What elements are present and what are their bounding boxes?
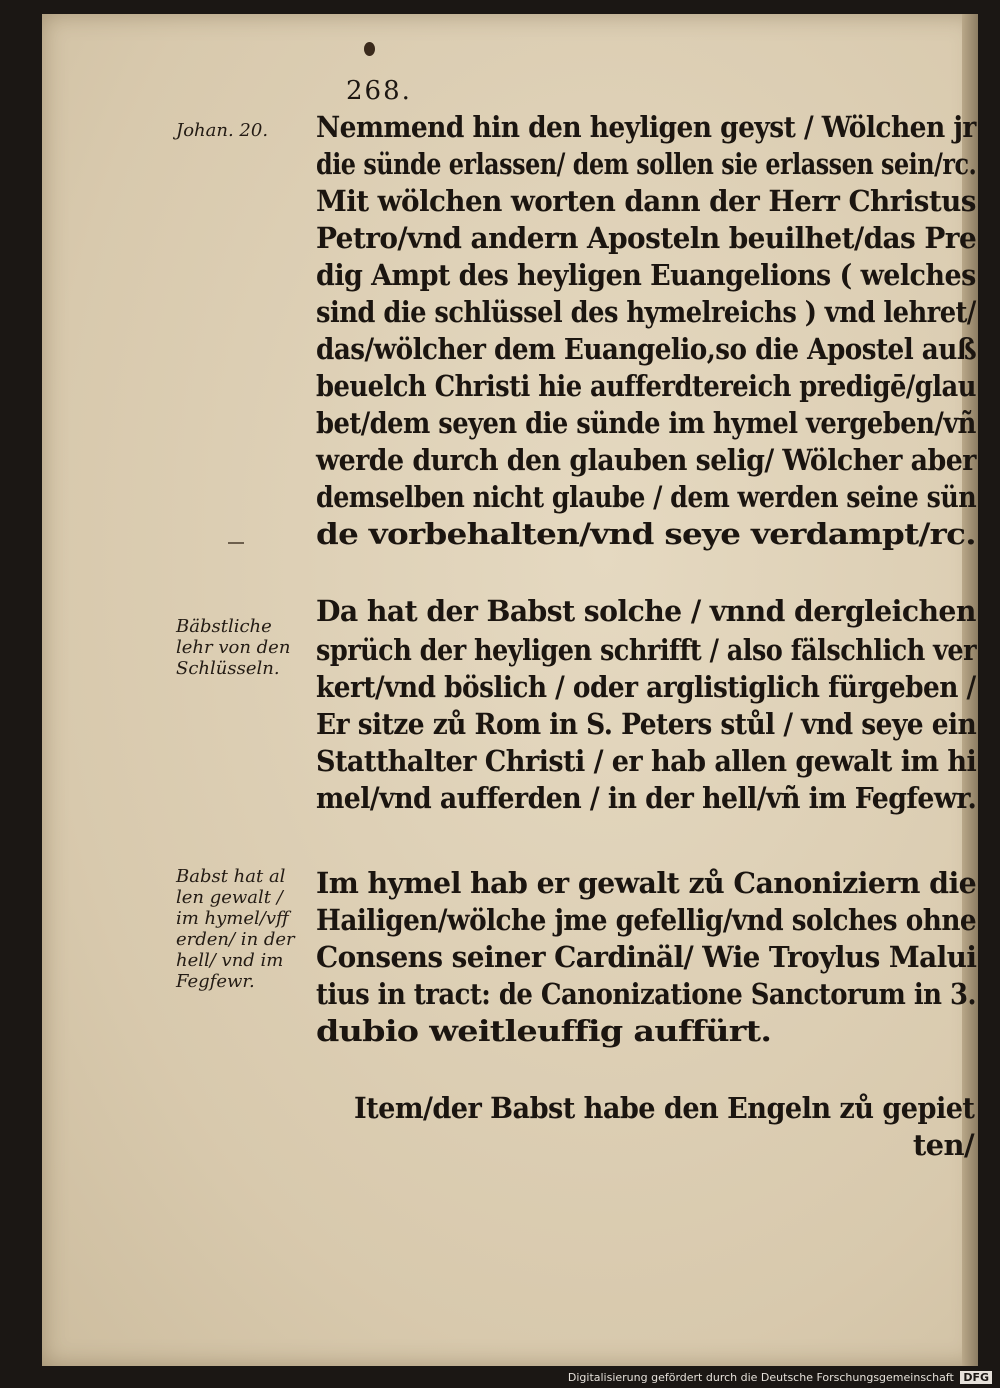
dfg-footer [568,1371,992,1384]
text-line: demselben nicht glaube / dem werden seine sün [316,480,977,514]
text-line: das/wölcher dem Euangelio,so die Apostel auß [316,332,977,366]
margin-dash [228,542,244,544]
text-line: Im hymel hab er gewalt zů Canoniziern die [316,866,977,900]
text-line: tius in tract: de Canonizatione Sanctorum in 3. [316,977,976,1011]
footer-text: Digitalisierung gefördert durch die Deutsche Forschungsgemeinschaft [567,1371,954,1384]
margin-note-line: Babst hat al [176,866,286,887]
margin-note-babst-gewalt [176,866,295,992]
text-line: sprüch der heyligen schrifft / also fälschlich ver [316,633,977,667]
margin-note-line: Johan. 20. [176,120,269,141]
text-line: die sünde erlassen/ dem sollen sie erlassen sein/rc. [316,147,977,181]
margin-note-schluesseln [176,616,290,679]
margin-note-line: lehr von den [176,637,291,658]
margin-note-line: Bäbstliche [176,616,272,637]
text-line: Mit wölchen worten dann der Herr Christus [316,184,976,218]
margin-note-line: im hymel/vff [176,908,289,929]
margin-note-line: hell/ vnd im [176,950,284,971]
text-line: de vorbehalten/vnd seye verdampt/rc. [316,517,976,551]
text-line: Petro/vnd andern Aposteln beuilhet/das Pre [316,221,977,255]
text-line: sind die schlüssel des hymelreichs ) vnd lehret/ [316,295,976,329]
text-line: Er sitze zů Rom in S. Peters stůl / vnd seye ein [316,707,977,741]
margin-note-line: erden/ in der [176,929,295,950]
text-line: mel/vnd aufferden / in der hell/vñ im Fegfewr. [316,781,977,815]
text-line: Nemmend hin den heyligen geyst / Wölchen jr [316,110,976,144]
margin-note-line: Fegfewr. [176,971,255,992]
text-line: werde durch den glauben selig/ Wölcher aber [316,443,976,477]
text-line: beuelch Christi hie aufferdtereich predigē/glau [316,369,976,403]
ink-blot [364,42,375,56]
text-line: Da hat der Babst solche / vnnd dergleichen [316,594,976,628]
text-line: Statthalter Christi / er hab allen gewalt im hi [316,744,977,778]
book-page [42,14,978,1366]
text-line: ten/ [912,1128,974,1162]
page-number: 268. [346,76,412,106]
text-line: dubio weitleuffig auffürt. [316,1014,772,1048]
text-line: Consens seiner Cardinäl/ Wie Troylus Malui [316,940,977,974]
text-line: dig Ampt des heyligen Euangelions ( welches [316,258,976,292]
text-line: kert/vnd böslich / oder arglistiglich fürgeben / [316,670,976,704]
text-line: bet/dem seyen die sünde im hymel vergeben/vñ [316,406,976,440]
margin-note-johan [176,120,268,141]
text-line: Hailigen/wölche jme gefellig/vnd solches ohne [316,903,977,937]
margin-note-line: len gewalt / [176,887,283,908]
text-line: Item/der Babst habe den Engeln zů gepiet [354,1091,975,1125]
margin-note-line: Schlüsseln. [176,658,280,679]
dfg-logo: DFG [960,1371,992,1384]
